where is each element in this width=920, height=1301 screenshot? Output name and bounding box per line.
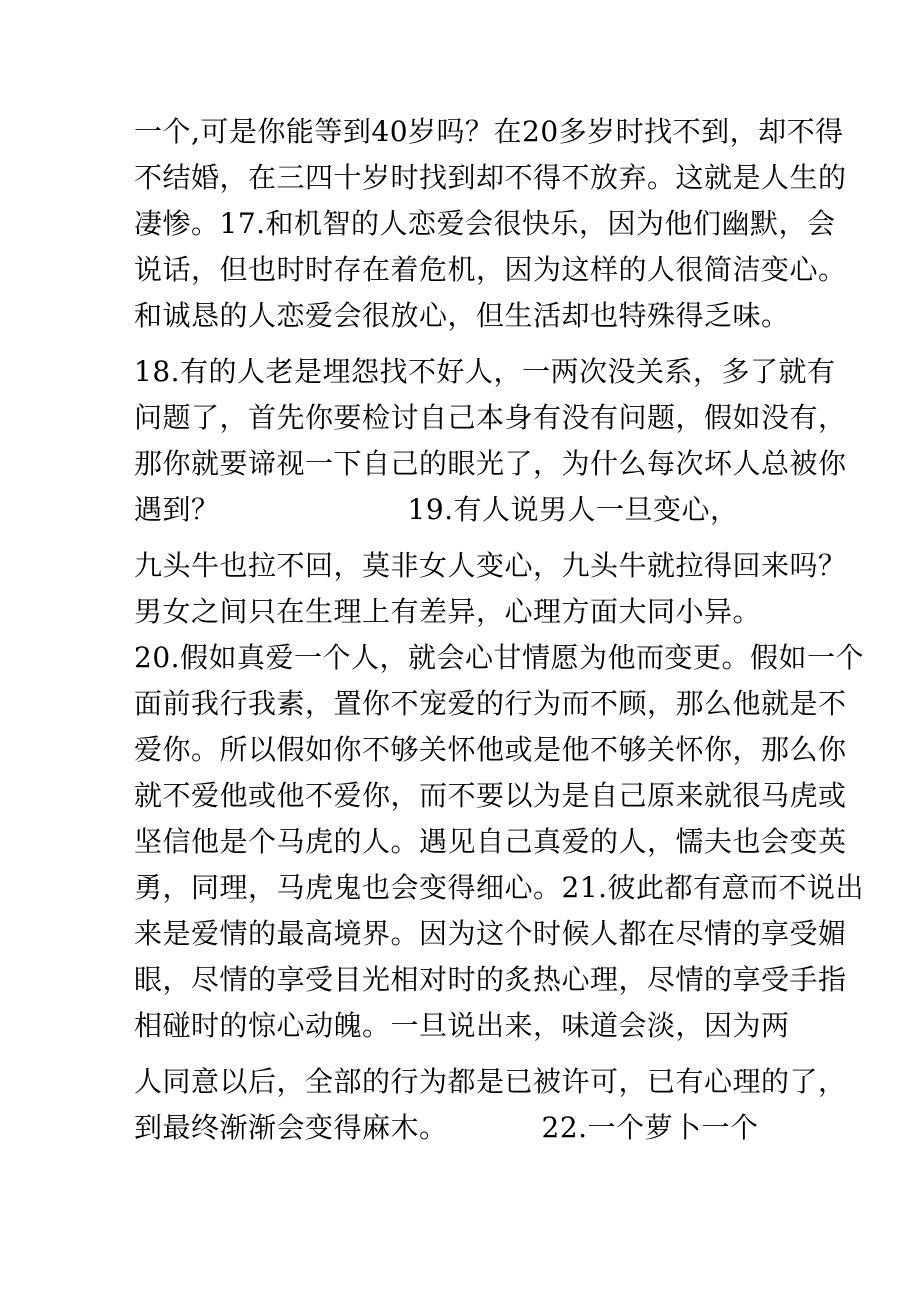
text-line-18: 来是爱情的最高境界。因为这个时候人都在尽情的享受媚 bbox=[134, 917, 847, 950]
text-line-1: 一个,可是你能等到40岁吗？在20多岁时找不到，却不得 bbox=[134, 115, 844, 148]
text-line-19: 眼，尽情的享受目光相对时的炙热心理，尽情的享受手指 bbox=[134, 963, 847, 996]
text-line-17: 勇，同理，马虎鬼也会变得细心。21.彼此都有意而不说出 bbox=[134, 871, 865, 904]
text-line-15: 就不爱他或他不爱你，而不要以为是自己原来就很马虎或 bbox=[134, 779, 847, 812]
text-line-3: 凄惨。17.和机智的人恋爱会很快乐，因为他们幽默，会 bbox=[134, 207, 836, 240]
text-line-5: 和诚恳的人恋爱会很放心，但生活却也特殊得乏味。 bbox=[134, 299, 790, 332]
text-line-6: 18.有的人老是埋怨找不好人，一两次没关系，多了就有 bbox=[134, 355, 836, 388]
text-line-22: 到最终渐渐会变得麻木。 22.一个萝卜一个 bbox=[134, 1111, 759, 1144]
text-line-12: 20.假如真爱一个人，就会心甘情愿为他而变更。假如一个 bbox=[134, 641, 865, 674]
text-line-8: 那你就要谛视一下自己的眼光了，为什么每次坏人总被你 bbox=[134, 447, 847, 480]
text-line-21: 人同意以后，全部的行为都是已被许可，已有心理的了， bbox=[134, 1065, 847, 1098]
text-line-2: 不结婚，在三四十岁时找到却不得不放弃。这就是人生的 bbox=[134, 161, 847, 194]
text-line-4: 说话，但也时时存在着危机，因为这样的人很简洁变心。 bbox=[134, 253, 847, 286]
text-line-10: 九头牛也拉不回，莫非女人变心，九头牛就拉得回来吗？ bbox=[134, 549, 847, 582]
text-line-14: 爱你。所以假如你不够关怀他或是他不够关怀你，那么你 bbox=[134, 733, 847, 766]
text-line-20: 相碰时的惊心动魄。一旦说出来，味道会淡，因为两 bbox=[134, 1009, 790, 1042]
text-line-16: 坚信他是个马虎的人。遇见自己真爱的人，懦夫也会变英 bbox=[134, 825, 847, 858]
text-line-9: 遇到？ 19.有人说男人一旦变心， bbox=[134, 493, 739, 526]
text-line-13: 面前我行我素，置你不宠爱的行为而不顾，那么他就是不 bbox=[134, 687, 847, 720]
text-line-7: 问题了，首先你要检讨自己本身有没有问题，假如没有， bbox=[134, 401, 847, 434]
text-line-11: 男女之间只在生理上有差异，心理方面大同小异。 bbox=[134, 595, 762, 628]
